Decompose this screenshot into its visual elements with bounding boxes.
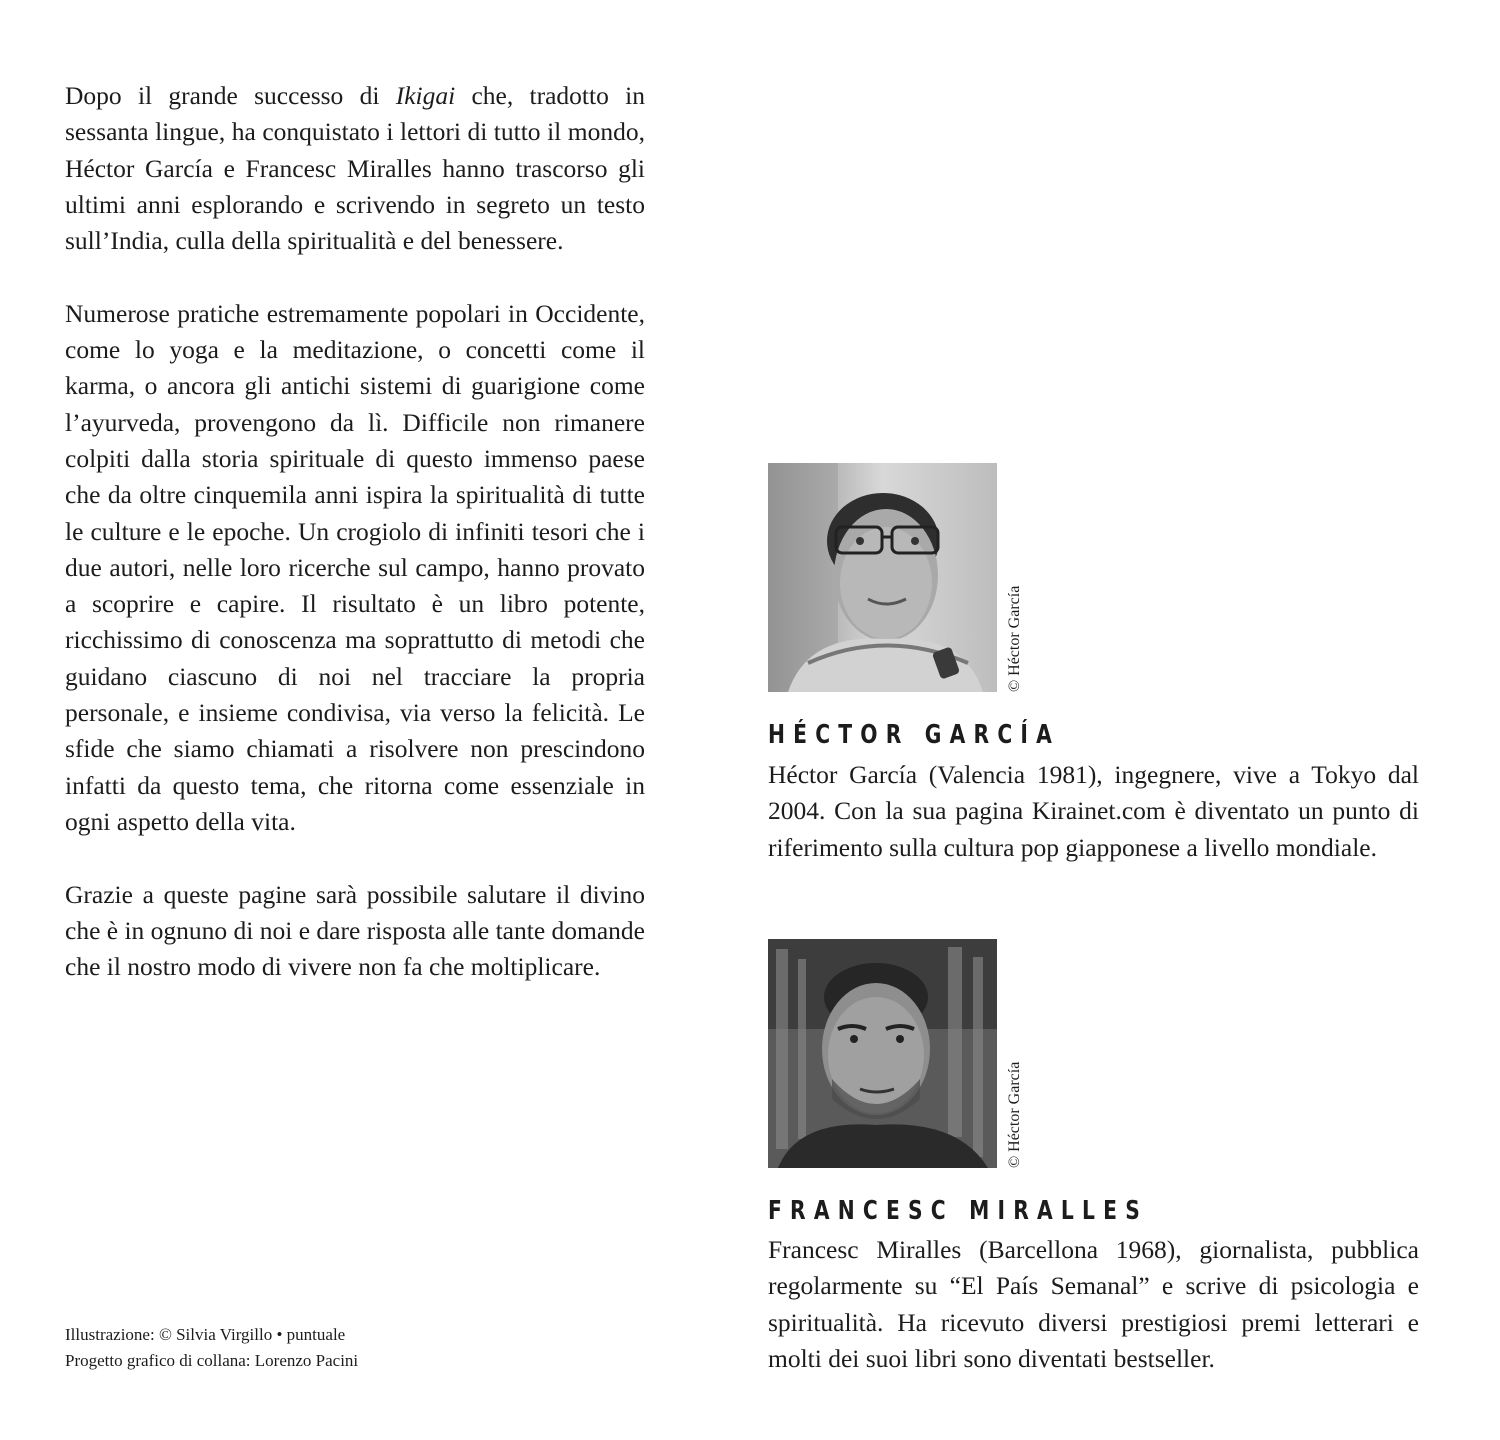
design-credit: Progetto grafico di collana: Lorenzo Pacini [65, 1351, 359, 1370]
illustration-credit: Illustrazione: © Silvia Virgillo • puntuale [65, 1325, 346, 1344]
author-bio-francesc-miralles: Francesc Miralles (Barcellona 1968), giornalista, pubblica regolarmente su “El País Semanal” e scrive di psicologia e spiritualità. Ha ricevuto diversi prestigiosi premi letterari e molti dei suoi libri sono diventati bestseller. [768, 1235, 1419, 1373]
paragraph-text: che, tradotto in sessanta lingue, ha conquistato i lettori di tutto il mondo, Héctor García e Francesc Miralles hanno trascorso gli ultimi anni esplorando e scrivendo in segreto un testo sull’India, culla della spiritualità e del benessere. [65, 81, 645, 256]
photo-credit-francesc-miralles: © Héctor García [1006, 1061, 1023, 1168]
author-name-francesc-miralles: FRANCESC MIRALLES [768, 1196, 1149, 1226]
description-paragraph-2: Numerose pratiche estremamente popolari in Occidente, come lo yoga e la meditazione, o concetti come il karma, o ancora gli antichi sistemi di guarigione come l’ayurveda, provengono da lì. Difficile non rimanere colpiti dalla storia spirituale di questo immenso paese che da oltre cinquemila anni ispira la spiritualità di tutte le culture e le epoche. Un crogiolo di infiniti tesori che i due autori, nelle loro ricerche sul campo, hanno provato a scoprire e capire. Il risultato è un libro potente, ricchissimo di conoscenza ma soprattutto di metodi che guidano ciascuno di noi nel tracciare la propria personale, e insieme condivisa, via verso la felicità. Le sfide che siamo chiamati a risolvere non prescindono infatti da questo tema, che ritorna come essenziale in ogni aspetto della vita. [65, 298, 645, 836]
credits [65, 1322, 665, 1374]
paragraph-text: Dopo il grande successo di [65, 81, 396, 110]
book-title-italic: Ikigai [395, 81, 456, 110]
author-bio-hector-garcia: Héctor García (Valencia 1981), ingegnere, vive a Tokyo dal 2004. Con la sua pagina Kirainet.com è diventato un punto di riferimento sulla cultura pop giapponese a livello mondiale. [768, 760, 1419, 862]
book-description [65, 78, 645, 1022]
author-photo-hector-garcia [768, 463, 997, 692]
description-paragraph-3: Grazie a queste pagine sarà possibile salutare il divino che è in ognuno di noi e dare risposta alle tante domande che il nostro modo di vivere non fa che moltiplicare. [65, 879, 645, 982]
author-name-hector-garcia: HÉCTOR GARCÍA [768, 720, 1061, 750]
photo-credit-hector-garcia: © Héctor García [1006, 585, 1023, 692]
description-paragraph-1 [65, 78, 645, 259]
author-photo-francesc-miralles [768, 939, 997, 1168]
